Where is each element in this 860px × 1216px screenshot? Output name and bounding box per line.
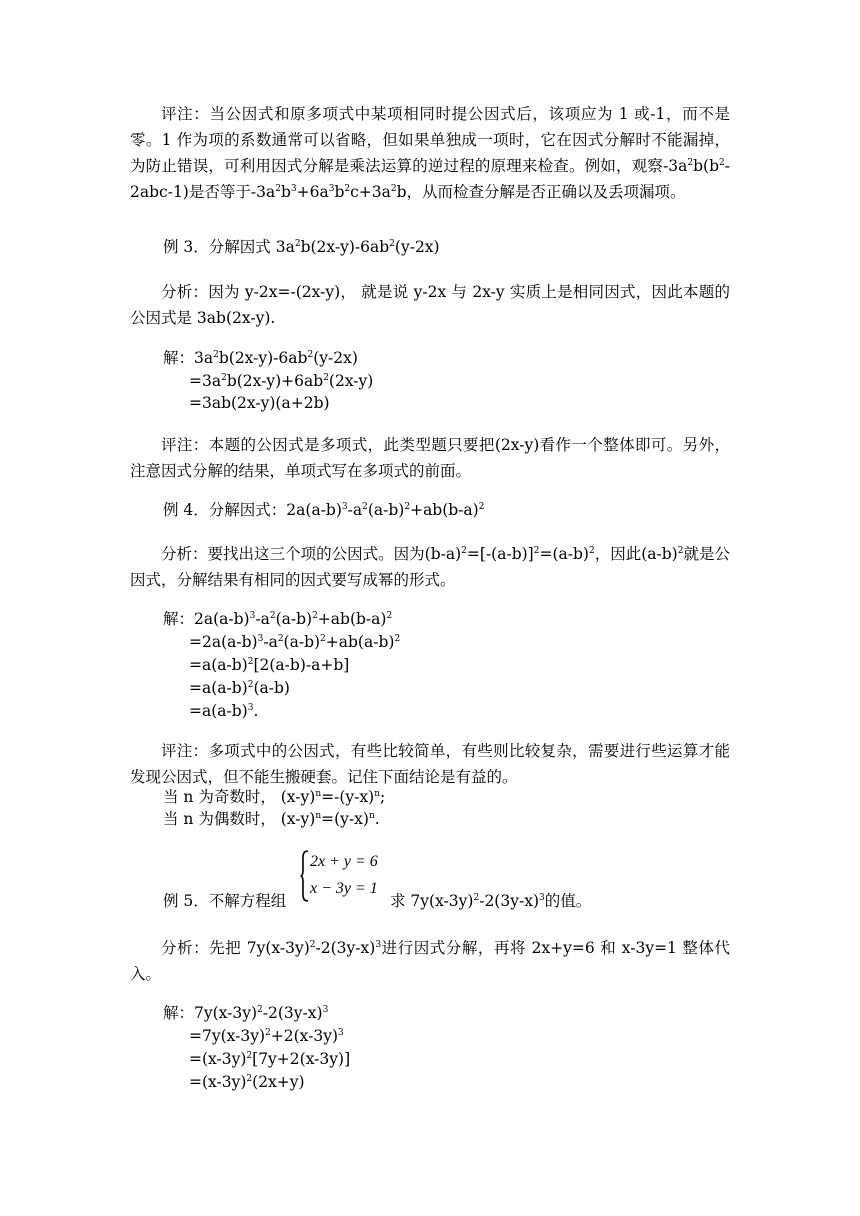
even-n-rule: 当 n 为偶数时， $(x-y)^n=(y-x)^n$.	[163, 810, 380, 828]
example-3-analysis: 分析：因为 y-2x=-(2x-y)， 就是说 y-2x 与 2x-y 实质上是相同因式，因此本题的公因式是 3ab(2x-y).	[130, 283, 730, 327]
equation-1: 2x + y = 6	[310, 853, 378, 870]
example-5-question: 求 $7y(x-3y)^2-2(3y-x)^3$的值。	[390, 892, 592, 910]
example-5-solution-line-1: 解：$7y(x-3y)^2-2(3y-x)^3$	[163, 1004, 329, 1022]
odd-n-rule: 当 n 为奇数时， $(x-y)^n=-(y-x)^n$;	[163, 788, 386, 806]
commentary-paragraph-3: 评注：多项式中的公因式，有些比较简单，有些则比较复杂，需要进行些运算才能发现公因式，但不能生搬硬套。记住下面结论是有益的。	[130, 742, 730, 786]
example-3-solution-line-3: =3ab(2x-y)(a+2b)	[189, 394, 330, 412]
equation-system	[300, 850, 382, 904]
equation-2: x − 3y = 1	[310, 880, 378, 897]
example-4-title: 例 4．分解因式：$2a(a-b)^3-a^2(a-b)^2+ab(b-a)^2$	[163, 501, 485, 519]
example-4-solution-line-5: $=a(a-b)^3$.	[189, 702, 259, 720]
example-5-analysis: 分析：先把 $7y(x-3y)^2-2(3y-x)^3$进行因式分解，再将 2x+y=6 和 x-3y=1 整体代入。	[130, 939, 731, 983]
commentary-paragraph-2: 评注：本题的公因式是多项式，此类型题只要把(2x-y)看作一个整体即可。另外，注意因式分解的结果，单项式写在多项式的前面。	[130, 436, 730, 480]
example-5-solution-line-3: $=(x-3y)^2[7y+2(x-3y)]$	[189, 1050, 351, 1068]
left-brace-icon	[300, 850, 310, 902]
example-4-analysis: 分析：要找出这三个项的公因式。因为$(b-a)^2=[-(a-b)]^2=(a-b)^2$，因此$(a-b)^2$就是公因式，分解结果有相同的因式要写成幂的形式。	[130, 545, 730, 589]
example-5-solution-line-4: $=(x-3y)^2(2x+y)$	[189, 1073, 305, 1091]
example-5-solution-line-2: $=7y(x-3y)^2+2(x-3y)^3$	[189, 1027, 344, 1045]
example-3-title: 例 3．分解因式 $3a^2b(2x-y)-6ab^2(y-2x)$	[163, 238, 440, 256]
example-4-solution-line-2: $=2a(a-b)^3-a^2(a-b)^2+ab(a-b)^2$	[189, 633, 401, 651]
example-3-solution-line-1: 解：$3a^2b(2x-y)-6ab^2(y-2x)$	[163, 349, 358, 367]
example-4-solution-line-1: 解：$2a(a-b)^3-a^2(a-b)^2+ab(b-a)^2$	[163, 610, 393, 628]
example-3-solution-line-2: $=3a^2b(2x-y)+6ab^2(2x-y)$	[189, 372, 374, 390]
example-4-solution-line-3: $=a(a-b)^2[2(a-b)-a+b]$	[189, 656, 350, 674]
example-4-solution-line-4: $=a(a-b)^2(a-b)$	[189, 679, 290, 697]
example-5-prefix: 例 5．不解方程组	[163, 892, 287, 910]
commentary-paragraph-1: 评注：当公因式和原多项式中某项相同时提公因式后，该项应为 1 或-1，而不是零。1 作为项的系数通常可以省略，但如果单独成一项时，它在因式分解时不能漏掉，为防止错误，可利用因式分解是乘法运算的逆过程的原理来检查。例如，观察$-3a^2b(b^2-2abc-1)$是否等于$-3a^2b^3+6a^3b^2c+3a^2b$，从而检查分解是否正确以及丢项漏项。	[130, 105, 730, 201]
